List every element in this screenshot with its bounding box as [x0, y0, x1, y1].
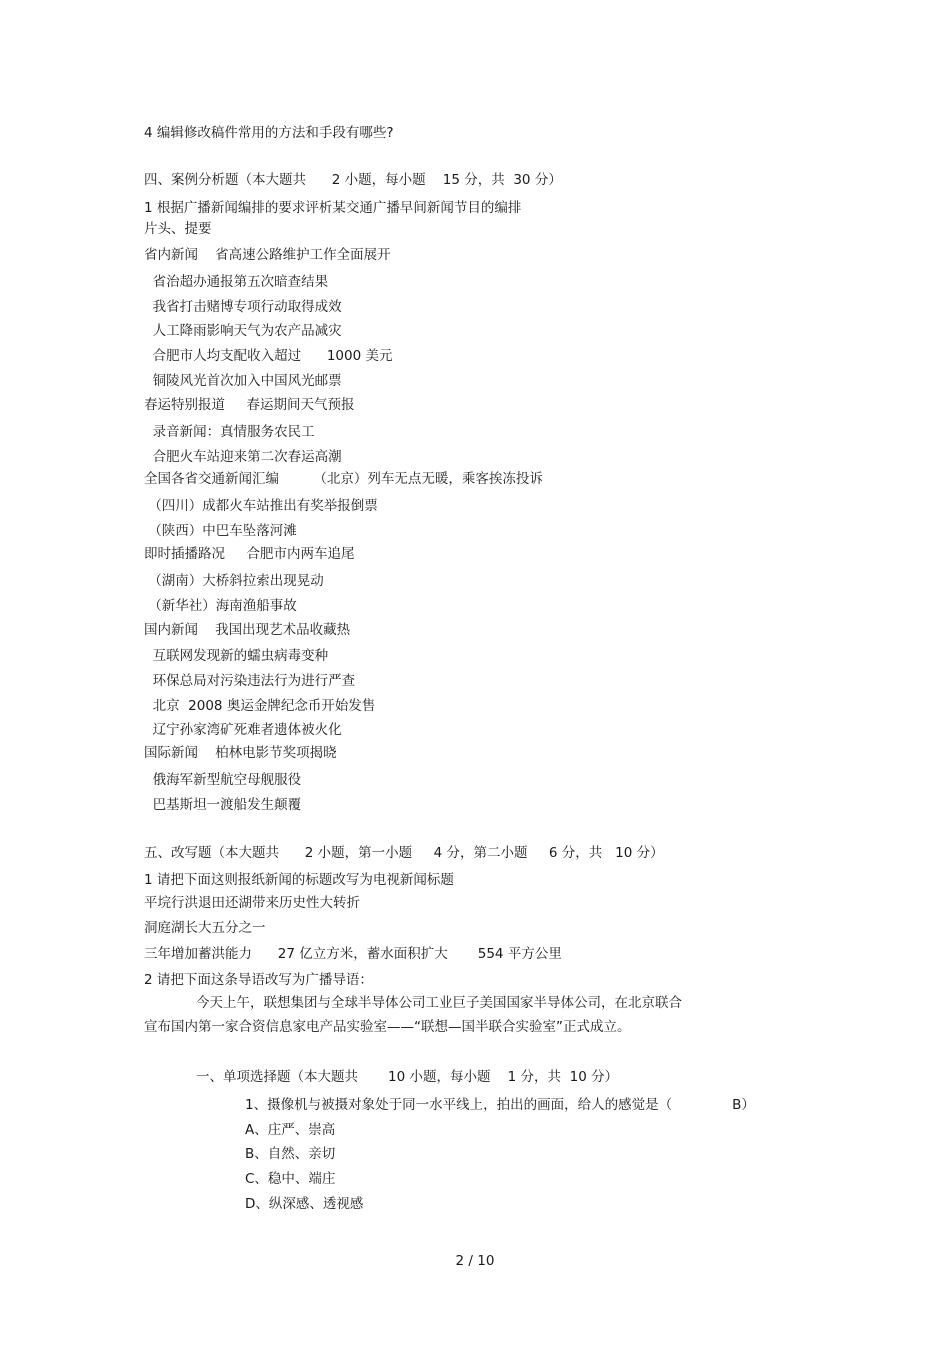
text-line: 洞庭湖长大五分之一 [144, 920, 266, 936]
page-number: 2 / 10 [455, 1253, 495, 1269]
text-line: 今天上午，联想集团与全球半导体公司工业巨子美国国家半导体公司，在北京联合 [196, 995, 682, 1011]
text-line: 互联网发现新的蠕虫病毒变种 [144, 648, 329, 664]
text-line: 1 请把下面这则报纸新闻的标题改写为电视新闻标题 [144, 872, 454, 888]
text-line: 合肥市人均支配收入超过 1000 美元 [144, 348, 393, 364]
text-line: 人工降雨影响天气为农产品减灾 [144, 323, 342, 339]
text-line: 环保总局对污染违法行为进行严查 [144, 673, 356, 689]
text-line: 国内新闻 我国出现艺术品收藏热 [144, 622, 351, 638]
text-line: 国际新闻 柏林电影节奖项揭晓 [144, 745, 337, 761]
text-line: 宣布国内第一家合资信息家电产品实验室——“联想—国半联合实验室”正式成立。 [144, 1019, 631, 1035]
text-line: 省治超办通报第五次暗查结果 [144, 274, 329, 290]
option-c: C、稳中、端庄 [245, 1171, 336, 1187]
text-line: 2 请把下面这条导语改写为广播导语： [144, 972, 373, 988]
text-line: （湖南）大桥斜拉索出现晃动 [144, 573, 324, 589]
text-line: 片头、提要 [144, 221, 212, 237]
text-line: 省内新闻 省高速公路维护工作全面展开 [144, 247, 391, 263]
text-line: 我省打击赌博专项行动取得成效 [144, 299, 342, 315]
text-line: 俄海军新型航空母舰服役 [144, 772, 302, 788]
section-heading-single-choice: 一、单项选择题（本大题共 10 小题，每小题 1 分，共 10 分） [196, 1069, 619, 1085]
section-heading-rewrite: 五、改写题（本大题共 2 小题，第一小题 4 分，第二小题 6 分，共 10 分） [144, 845, 664, 861]
text-line: （新华社）海南渔船事故 [144, 598, 297, 614]
text-line: 录音新闻：真情服务农民工 [144, 424, 315, 440]
section-heading-case-analysis: 四、案例分析题（本大题共 2 小题，每小题 15 分，共 30 分） [144, 172, 562, 188]
text-line: 巴基斯坦一渡船发生颠覆 [144, 797, 302, 813]
text-line-case-question: 1 根据广播新闻编排的要求评析某交通广播早间新闻节目的编排 [144, 200, 522, 216]
text-line: 北京 2008 奥运金牌纪念币开始发售 [144, 698, 376, 714]
text-line: 春运特别报道 春运期间天气预报 [144, 397, 355, 413]
text-line: （陕西）中巴车坠落河滩 [144, 523, 297, 539]
text-line: 即时插播路况 合肥市内两车追尾 [144, 546, 355, 562]
text-line: 辽宁孙家湾矿死难者遗体被火化 [144, 722, 342, 738]
question-text: 1、摄像机与被摄对象处于同一水平线上，拍出的画面，给人的感觉是（ B） [245, 1097, 755, 1113]
option-a: A、庄严、崇高 [245, 1122, 336, 1138]
text-line: 全国各省交通新闻汇编 （北京）列车无点无暖，乘客挨冻投诉 [144, 471, 543, 487]
text-line: 合肥火车站迎来第二次春运高潮 [144, 449, 342, 465]
text-line: 三年增加蓄洪能力 27 亿立方米，蓄水面积扩大 554 平方公里 [144, 946, 562, 962]
option-d: D、纵深感、透视感 [245, 1196, 364, 1212]
text-line: （四川）成都火车站推出有奖举报倒票 [144, 498, 378, 514]
text-line: 平垸行洪退田还湖带来历史性大转折 [144, 895, 360, 911]
text-line: 铜陵风光首次加入中国风光邮票 [144, 373, 342, 389]
option-b: B、自然、亲切 [245, 1146, 336, 1162]
text-line-edit-question: 4 编辑修改稿件常用的方法和手段有哪些? [144, 125, 394, 141]
